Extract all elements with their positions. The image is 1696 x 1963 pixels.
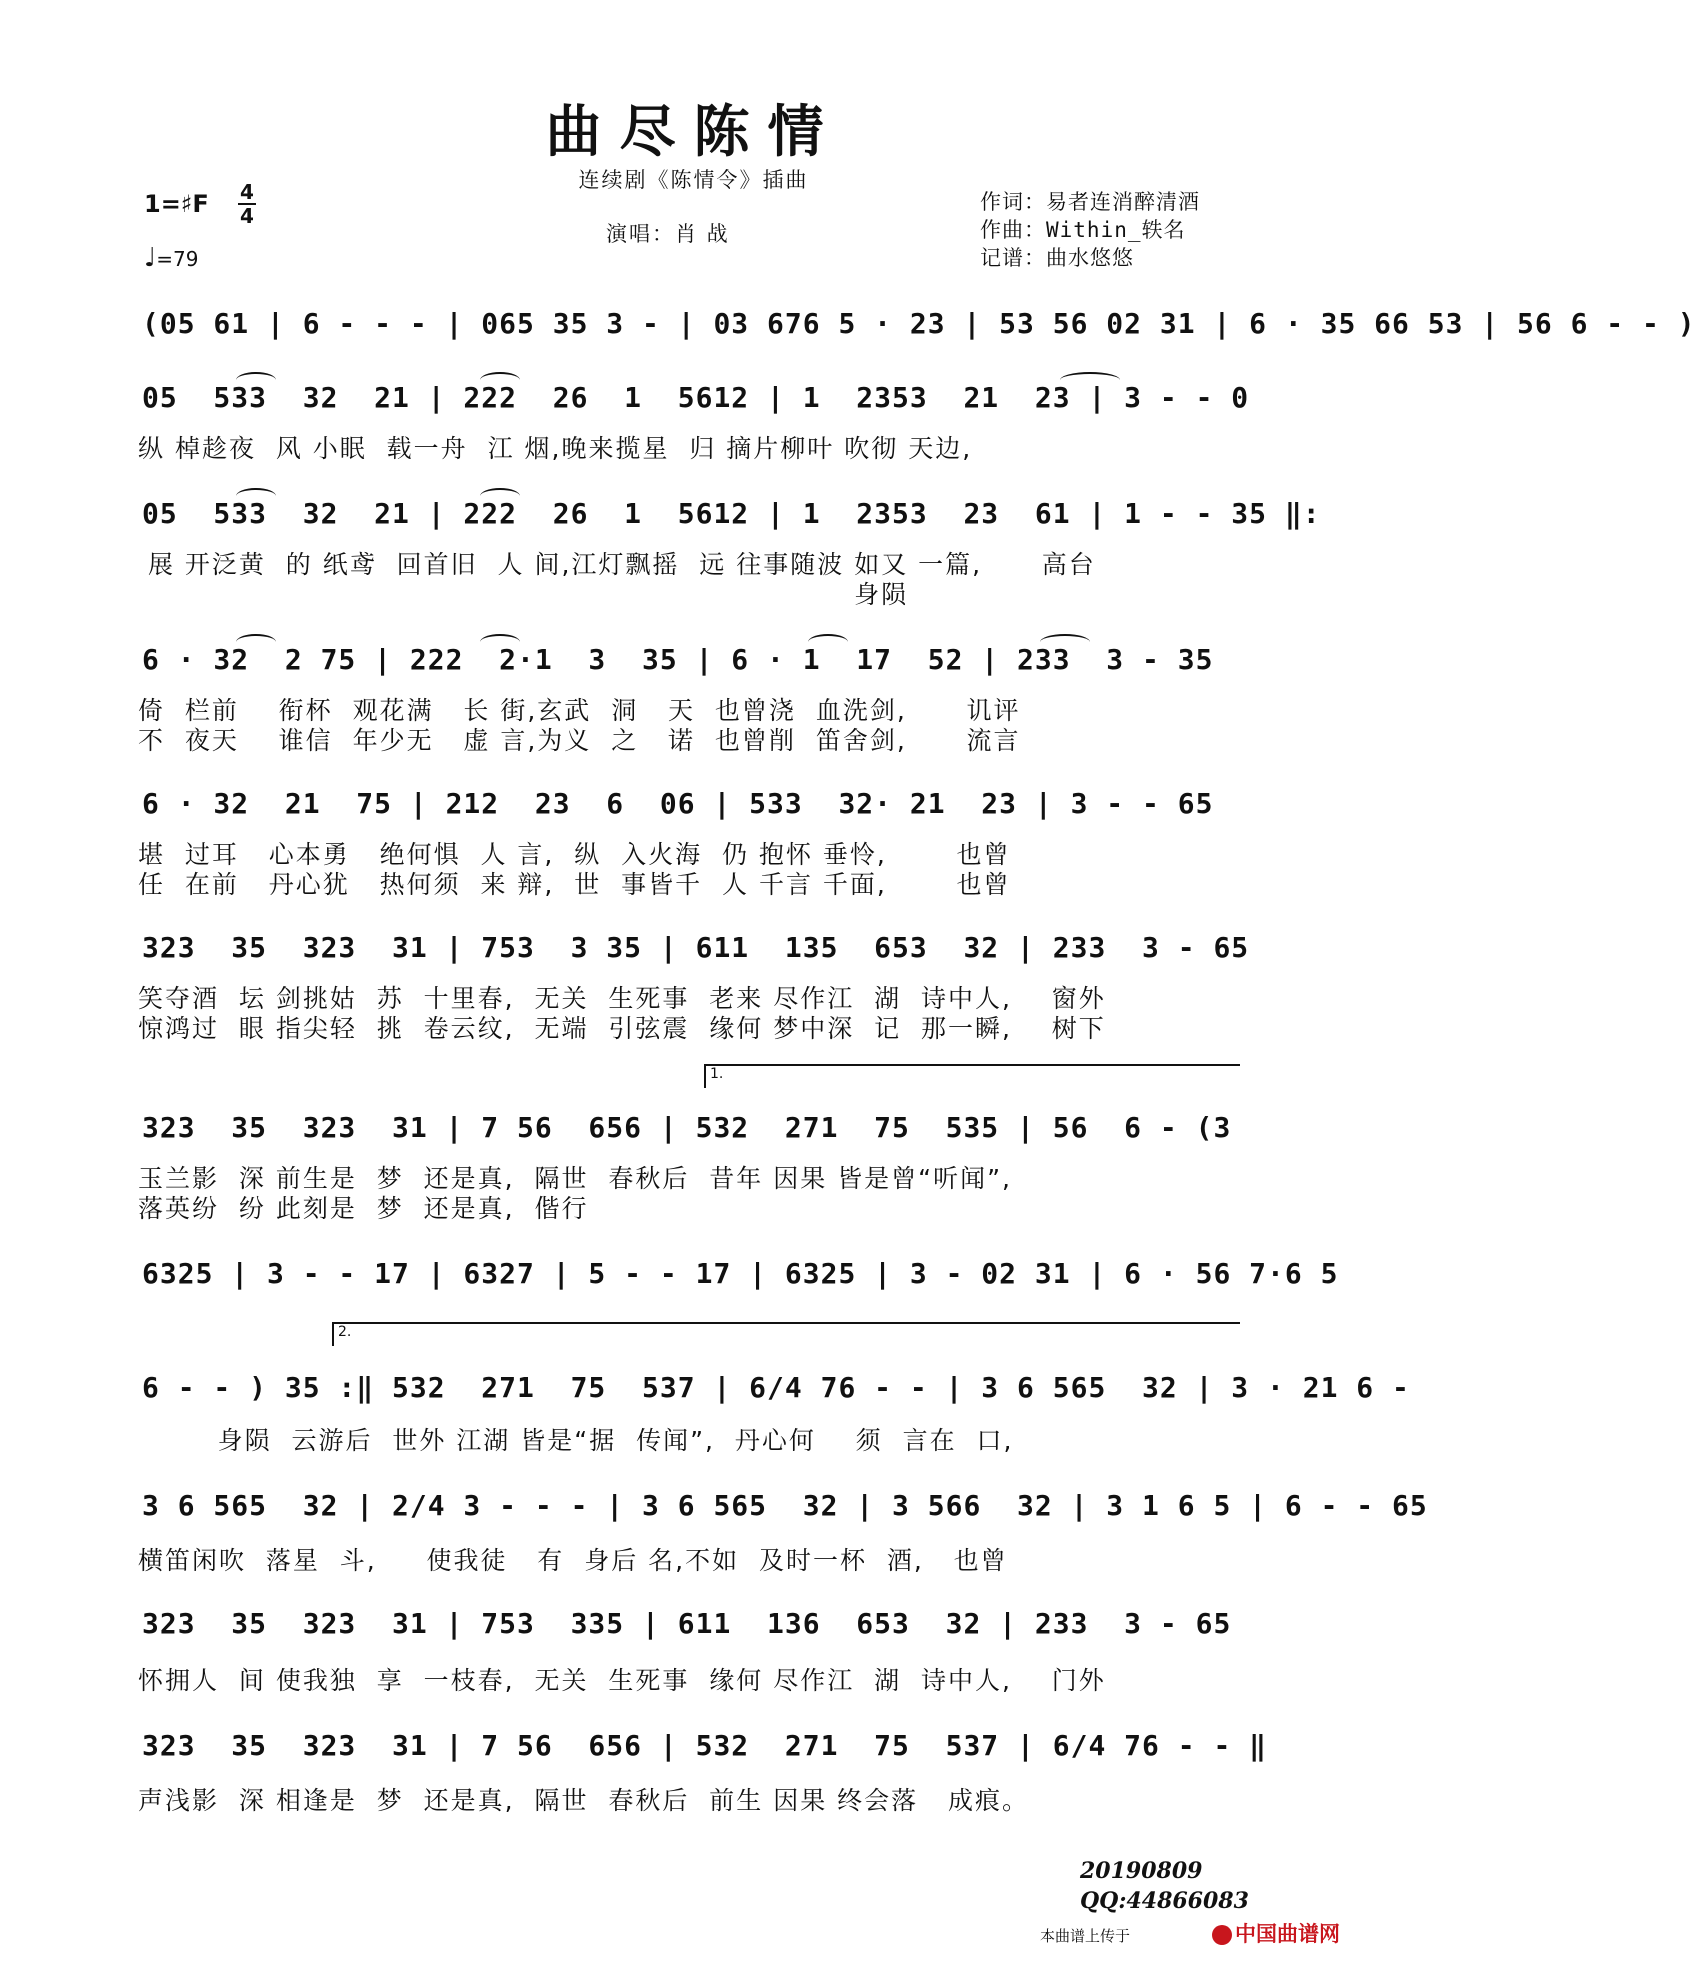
score-line-10: 3 6 565 32 | 2/4 3 - - - | 3 6 565 32 | 3 566 32 | 3 1 6 5 | 6 - - 65	[142, 1489, 1428, 1522]
score-line-6: 323 35 323 31 | 753 3 35 | 611 135 653 32 | 233 3 - 65	[142, 931, 1250, 964]
lyric-line-6b: 惊鸿过 眼 指尖轻 挑 卷云纹, 无端 引弦震 缘何 梦中深 记 那一瞬, 树下	[138, 1014, 1106, 1043]
slur	[236, 372, 276, 388]
lyric-line-9: 身陨 云游后 世外 江湖 皆是“据 传闻”, 丹心何 须 言在 口,	[138, 1426, 1014, 1455]
page-title: 曲尽陈情	[545, 99, 842, 165]
lyric-line-11: 怀拥人 间 使我独 享 一枝春, 无关 生死事 缘何 尽作江 湖 诗中人, 门外	[138, 1666, 1106, 1695]
slur	[808, 634, 848, 650]
lyric-line-7b: 落英纷 纷 此刻是 梦 还是真, 偕行	[138, 1194, 589, 1223]
slur	[236, 488, 276, 504]
qq-number: QQ:44866083	[1080, 1888, 1249, 1914]
date-stamp: 20190809	[1080, 1858, 1203, 1884]
score-line-12: 323 35 323 31 | 7 56 656 | 532 271 75 537 | 6/4 76 - - ‖	[142, 1729, 1268, 1762]
slur	[480, 488, 520, 504]
slur	[480, 634, 520, 650]
score-line-3: 05 533 32 21 | 222 26 1 5612 | 1 2353 23 61 | 1 - - 35 ‖:	[142, 497, 1321, 530]
logo-text: 中国曲谱网	[1235, 1922, 1340, 1946]
time-top: 4	[240, 180, 254, 204]
quarter-note-icon: ♩	[144, 243, 157, 273]
score-line-5: 6 · 32 21 75 | 212 23 6 06 | 533 32· 21 23 | 3 - - 65	[142, 787, 1214, 820]
slur	[480, 372, 520, 388]
site-logo[interactable]	[1212, 1918, 1340, 1948]
lyric-line-3: 展 开泛黄 的 纸鸢 回首旧 人 间,江灯飘摇 远 往事随波 如又 一篇, 高台	[138, 550, 1096, 579]
lyric-line-12: 声浅影 深 相逢是 梦 还是真, 隔世 春秋后 前生 因果 终会落 成痕。	[138, 1786, 1029, 1815]
lyric-line-3b: 身陨	[138, 580, 909, 609]
lyric-line-5b: 任 在前 丹心犹 热何须 来 辩, 世 事皆千 人 千言 千面, 也曾	[138, 870, 1011, 899]
logo-icon	[1212, 1925, 1232, 1945]
lyric-line-2: 纵 棹趁夜 风 小眠 载一舟 江 烟,晚来揽星 归 摘片柳叶 吹彻 天边,	[138, 434, 973, 463]
volta-2: 2.	[332, 1322, 1240, 1346]
score-line-2: 05 533 32 21 | 222 26 1 5612 | 1 2353 21 23 | 3 - - 0	[142, 381, 1250, 414]
slur	[1060, 372, 1120, 388]
score-line-7: 323 35 323 31 | 7 56 656 | 532 271 75 535 | 56 6 - (3	[142, 1111, 1232, 1144]
score-line-8: 6325 | 3 - - 17 | 6327 | 5 - - 17 | 6325 | 3 - 02 31 | 6 · 56 7·6 5	[142, 1257, 1339, 1290]
composer: 作曲：Within_轶名	[980, 218, 1186, 242]
tempo	[144, 243, 198, 273]
volta-1: 1.	[704, 1064, 1240, 1088]
tempo-value: =79	[156, 247, 199, 271]
score-line-1: (05 61 | 6 - - - | 065 35 3 - | 03 676 5 · 23 | 53 56 02 31 | 6 · 35 66 53 | 56 6 - - )	[142, 307, 1696, 340]
key-signature: 1=♯F	[144, 190, 209, 218]
slur	[1040, 634, 1090, 650]
transcriber: 记谱：曲水悠悠	[980, 246, 1134, 270]
score-line-11: 323 35 323 31 | 753 335 | 611 136 653 32 | 233 3 - 65	[142, 1607, 1232, 1640]
upload-note: 本曲谱上传于	[1040, 1927, 1131, 1945]
time-signature	[238, 182, 256, 226]
score-line-9: 6 - - ) 35 :‖ 532 271 75 537 | 6/4 76 - - | 3 6 565 32 | 3 · 21 6 -	[142, 1371, 1410, 1404]
lyric-line-4: 倚 栏前 衔杯 观花满 长 街,玄武 洞 天 也曾浇 血洗剑, 讥评	[138, 696, 1021, 725]
lyric-line-7: 玉兰影 深 前生是 梦 还是真, 隔世 春秋后 昔年 因果 皆是曾“听闻”,	[138, 1164, 1013, 1193]
lyric-line-6: 笑夺酒 坛 剑挑姑 苏 十里春, 无关 生死事 老来 尽作江 湖 诗中人, 窗外	[138, 984, 1106, 1013]
slur	[236, 634, 276, 650]
score-line-4: 6 · 32 2 75 | 222 2·1 3 35 | 6 · 1 17 52 | 233 3 - 35	[142, 643, 1214, 676]
singer: 演唱：肖 战	[606, 222, 730, 246]
lyric-line-10: 横笛闲吹 落星 斗, 使我徒 有 身后 名,不如 及时一杯 酒, 也曾	[138, 1546, 1008, 1575]
time-bottom: 4	[240, 204, 254, 228]
subtitle: 连续剧《陈情令》插曲	[578, 168, 809, 192]
lyricist: 作词：易者连消醉清酒	[980, 190, 1200, 214]
lyric-line-4b: 不 夜天 谁信 年少无 虚 言,为义 之 诺 也曾削 笛舍剑, 流言	[138, 726, 1021, 755]
lyric-line-5: 堪 过耳 心本勇 绝何惧 人 言, 纵 入火海 仍 抱怀 垂怜, 也曾	[138, 840, 1011, 869]
